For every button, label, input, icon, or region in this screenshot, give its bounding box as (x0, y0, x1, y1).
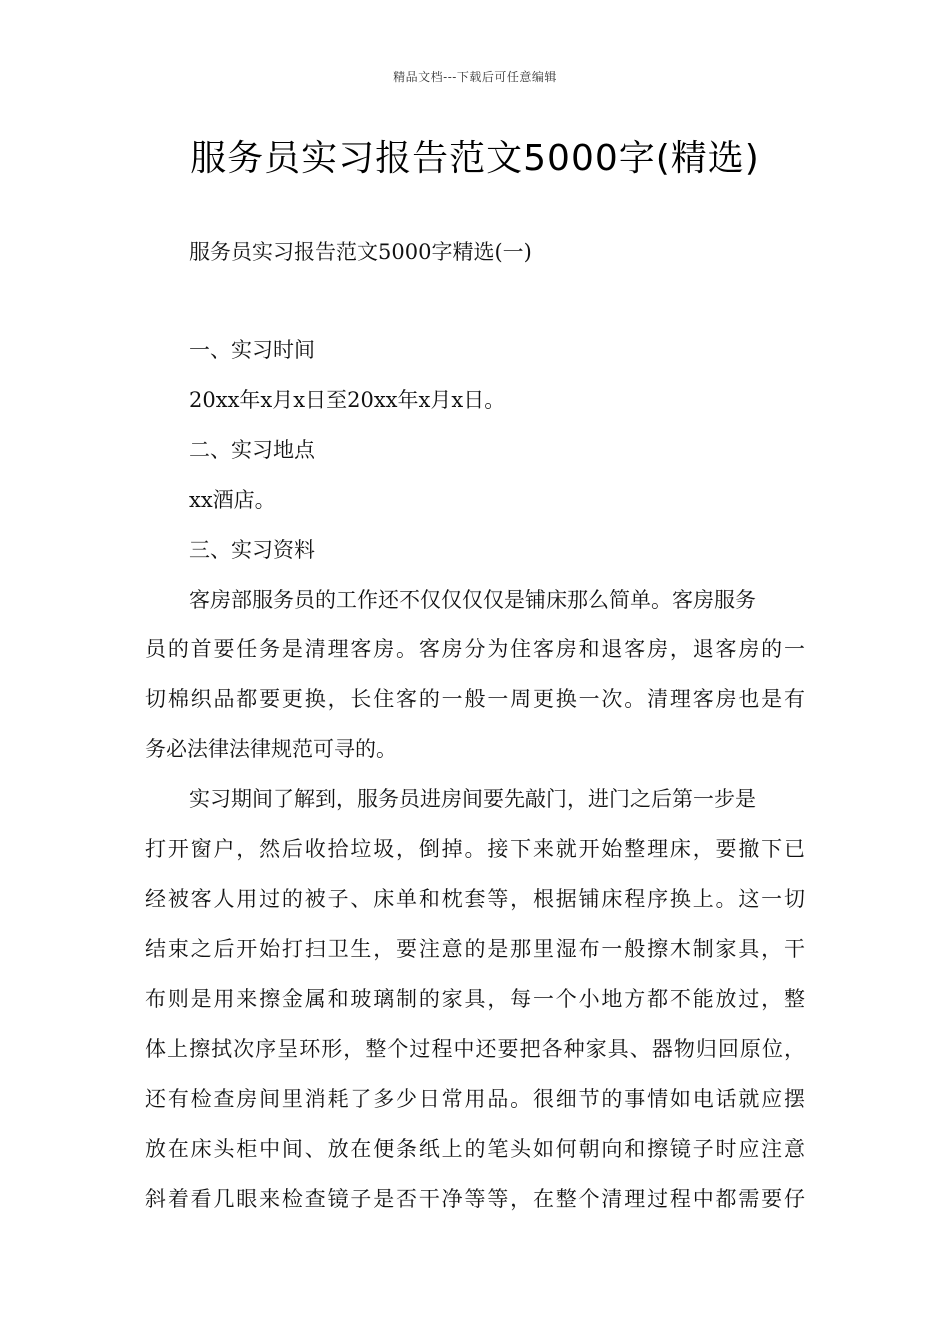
section-text-time: 20xx年x月x日至20xx年x月x日。 (189, 388, 506, 412)
paragraph-line: 体上擦拭次序呈环形，整个过程中还要把各种家具、器物归回原位， (145, 1037, 805, 1061)
paragraph-line: 客房部服务员的工作还不仅仅仅仅是铺床那么简单。客房服务 (189, 588, 756, 612)
paragraph-line: 布则是用来擦金属和玻璃制的家具，每一个小地方都不能放过，整 (145, 987, 805, 1011)
paragraph-line: 经被客人用过的被子、床单和枕套等，根据铺床程序换上。这一切 (145, 887, 805, 911)
paragraph-line: 斜着看几眼来检查镜子是否干净等等，在整个清理过程中都需要仔 (145, 1187, 805, 1211)
paragraph-line: 务必法律法律规范可寻的。 (145, 737, 397, 761)
paragraph-line: 员的首要任务是清理客房。客房分为住客房和退客房，退客房的一 (145, 637, 805, 661)
paragraph-line: 切棉织品都要更换，长住客的一般一周更换一次。清理客房也是有 (145, 687, 805, 711)
header-note: 精品文档---下载后可任意编辑 (393, 70, 557, 84)
paragraph-line: 打开窗户，然后收拾垃圾，倒掉。接下来就开始整理床，要撤下已 (145, 837, 805, 861)
paragraph-line: 实习期间了解到，服务员进房间要先敲门，进门之后第一步是 (189, 787, 756, 811)
section-subtitle: 服务员实习报告范文5000字精选(一) (189, 240, 532, 264)
section-heading-place: 二、实习地点 (189, 438, 315, 462)
paragraph-line: 放在床头柜中间、放在便条纸上的笔头如何朝向和擦镜子时应注意 (145, 1137, 805, 1161)
section-heading-time: 一、实习时间 (189, 338, 315, 362)
paragraph-line: 还有检查房间里消耗了多少日常用品。很细节的事情如电话就应摆 (145, 1087, 805, 1111)
section-text-place: xx酒店。 (189, 488, 276, 512)
section-heading-content: 三、实习资料 (189, 538, 315, 562)
page-title: 服务员实习报告范文5000字(精选) (190, 138, 760, 179)
paragraph-line: 结束之后开始打扫卫生，要注意的是那里湿布一般擦木制家具，干 (145, 937, 805, 961)
